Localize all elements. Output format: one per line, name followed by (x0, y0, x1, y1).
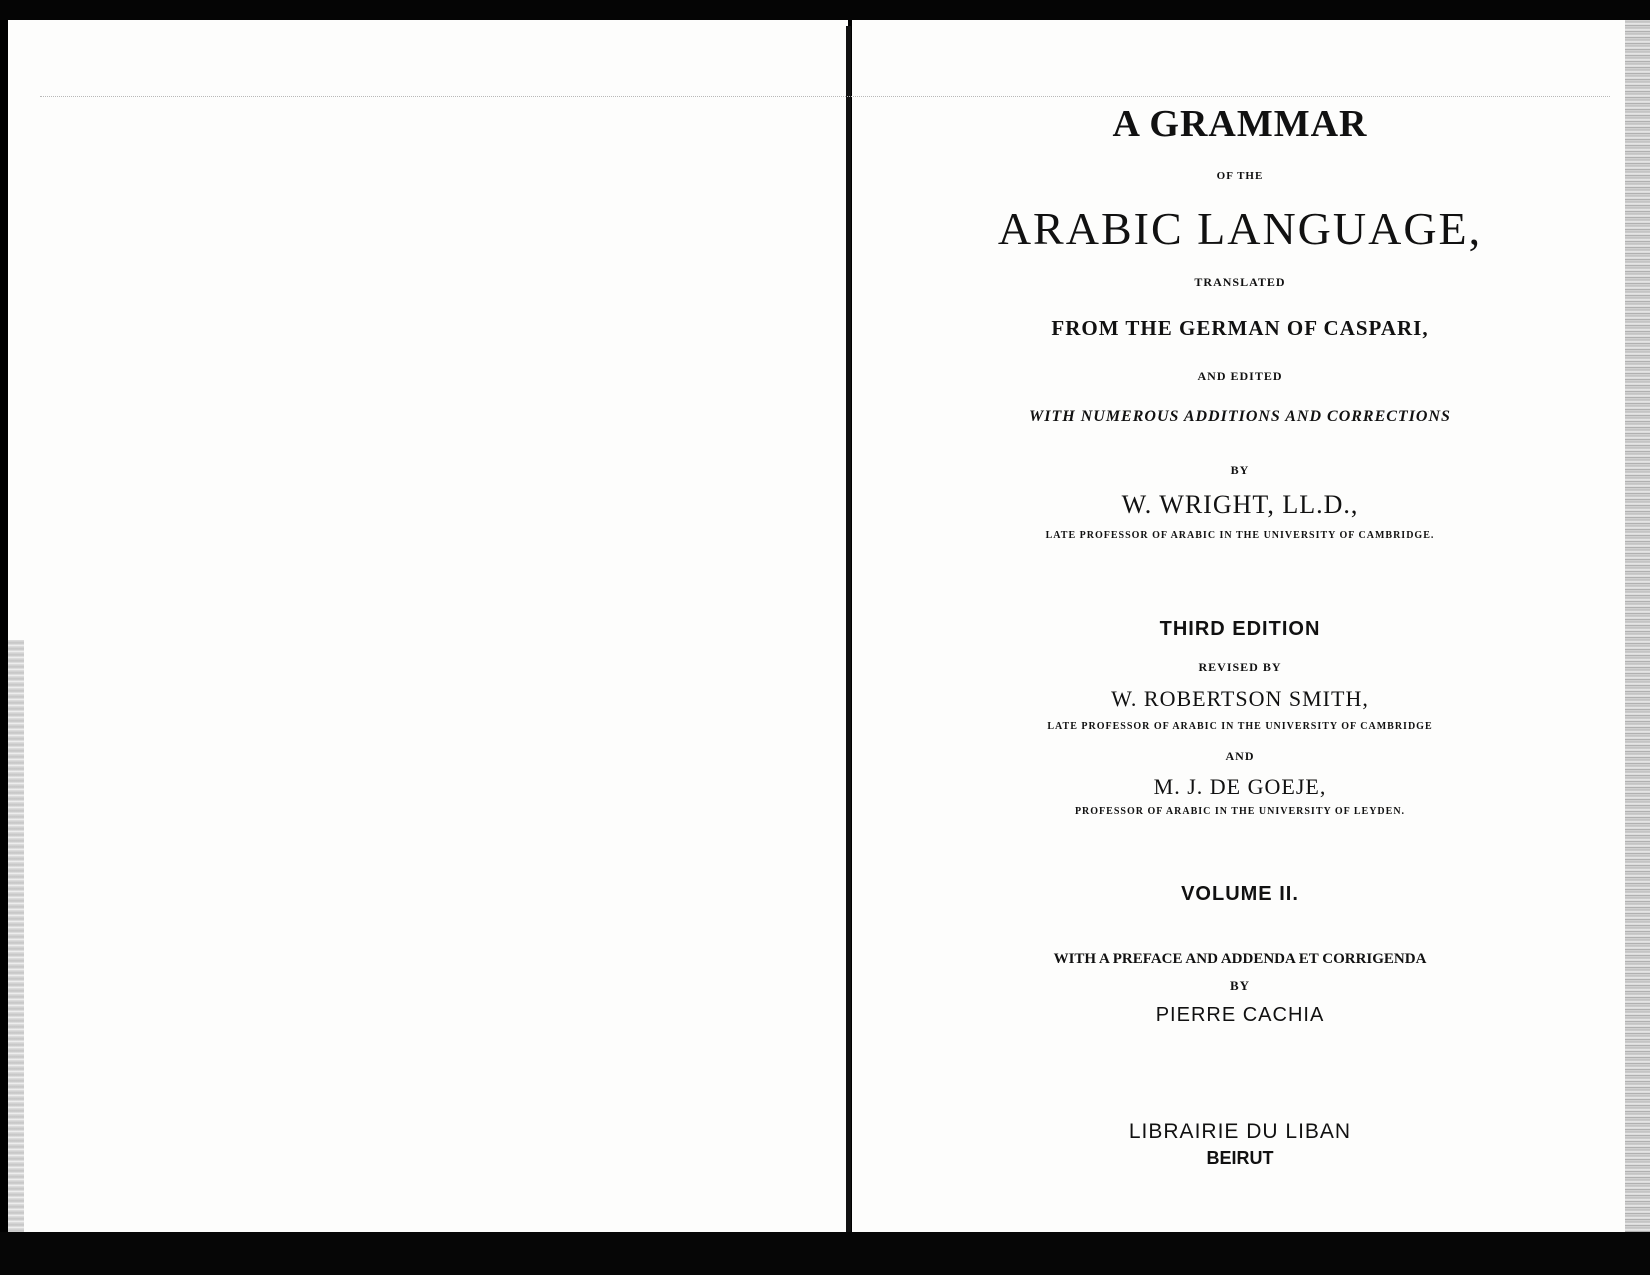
left-page-blank (8, 20, 848, 1232)
reviser-1-name: W. ROBERTSON SMITH, (1111, 686, 1369, 711)
reviser-1-title: LATE PROFESSOR OF ARABIC IN THE UNIVERSITY OF CAMBRIDGE (1047, 721, 1433, 732)
preface-line: WITH A PREFACE AND ADDENDA ET CORRIGENDA (1053, 951, 1427, 967)
scan-border-bottom (0, 1232, 1650, 1275)
from-german-line: FROM THE GERMAN OF CASPARI, (1051, 316, 1429, 340)
book-gutter (846, 26, 851, 1234)
preface-author: PIERRE CACHIA (1155, 1004, 1325, 1026)
publisher-name: LIBRAIRIE DU LIBAN (1128, 1120, 1352, 1143)
title-line-2: ARABIC LANGUAGE, (997, 203, 1483, 254)
reviser-2-title: PROFESSOR OF ARABIC IN THE UNIVERSITY OF LEYDEN. (1074, 806, 1406, 817)
by-label-1: BY (1230, 463, 1250, 477)
revised-by-label: REVISED BY (1198, 660, 1282, 674)
and-label: AND (1225, 749, 1255, 763)
additions-line: WITH NUMEROUS ADDITIONS AND CORRECTIONS (1029, 408, 1451, 425)
volume-label: VOLUME II. (1181, 883, 1299, 905)
author-name: W. WRIGHT, LL.D., (1121, 490, 1359, 519)
left-page-edge (8, 640, 24, 1232)
page-fore-edge (1625, 20, 1650, 1232)
and-edited-label: AND EDITED (1197, 369, 1283, 383)
author-title: LATE PROFESSOR OF ARABIC IN THE UNIVERSITY OF CAMBRIDGE. (1045, 530, 1435, 541)
title-line-1: A GRAMMAR (1112, 103, 1368, 145)
scan-dotted-rule (40, 96, 1610, 97)
title-of-the: OF THE (1216, 170, 1264, 182)
reviser-2-name: M. J. DE GOEJE, (1153, 774, 1327, 799)
by-label-2: BY (1229, 978, 1251, 993)
scan-border-top (0, 0, 1650, 20)
translated-label: TRANSLATED (1194, 275, 1286, 289)
publisher-city: BEIRUT (1206, 1148, 1274, 1168)
edition-label: THIRD EDITION (1159, 618, 1321, 640)
